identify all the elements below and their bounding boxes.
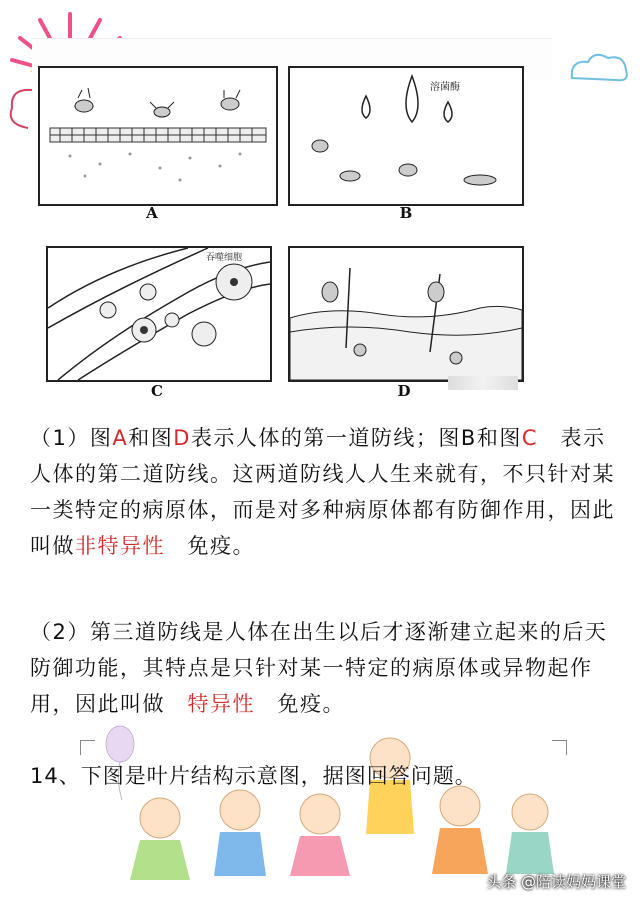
p1-answer-c: C (521, 426, 538, 450)
corner-mark-right (552, 740, 567, 755)
figure-panel-d (288, 246, 524, 382)
paragraph-1 (30, 420, 620, 564)
p1-text-6: 免疫。 (165, 534, 255, 558)
panel-a-label: A (146, 204, 158, 222)
figure-panel-c (46, 246, 272, 382)
p1-text-5: 表示人体的第二道防线。这两道防线人人生来就有，不只针对某一类特定的病原体，而是对多种病原体都有防御作用，因此叫做 (30, 426, 615, 558)
figure-panel-b (288, 66, 524, 206)
panel-d-label: D (397, 382, 411, 400)
p1-answer-nonspecific: 非特异性 (75, 534, 165, 558)
watermark: 头条 @陪读妈妈课堂 (486, 873, 626, 891)
p1-answer-d: D (173, 426, 191, 450)
question-14: 14、下图是叶片结构示意图，据图回答问题。 (30, 764, 477, 788)
p1-text-3: 表示人体的第一道防线；图B (190, 426, 477, 450)
panel-c-label: C (151, 382, 163, 400)
panel-b-annotation: 溶菌酶 (428, 78, 462, 93)
p2-text-2: 免疫。 (255, 692, 345, 716)
panel-b-label: B (399, 204, 413, 222)
p2-text-1: （2）第三道防线是人体在出生以后才逐渐建立起来的后天防御功能，其特点是只针对某一特定的病原体或异物起作用，因此叫做 (30, 620, 608, 716)
paragraph-2 (30, 614, 620, 722)
side-cloud-decoration (2, 80, 36, 140)
p2-answer-specific: 特异性 (187, 692, 255, 716)
p1-text-2: 和图 (128, 426, 174, 450)
figure-panel-a (38, 66, 278, 206)
cloud-decoration (564, 48, 634, 88)
corner-mark-left (80, 740, 95, 755)
blurred-mark (448, 376, 518, 390)
panel-c-annotation: 吞噬细胞 (204, 250, 244, 263)
p1-text-4: 和图 (476, 426, 522, 450)
p1-answer-a: A (112, 426, 129, 450)
p1-text-1: （1）图 (30, 426, 113, 450)
